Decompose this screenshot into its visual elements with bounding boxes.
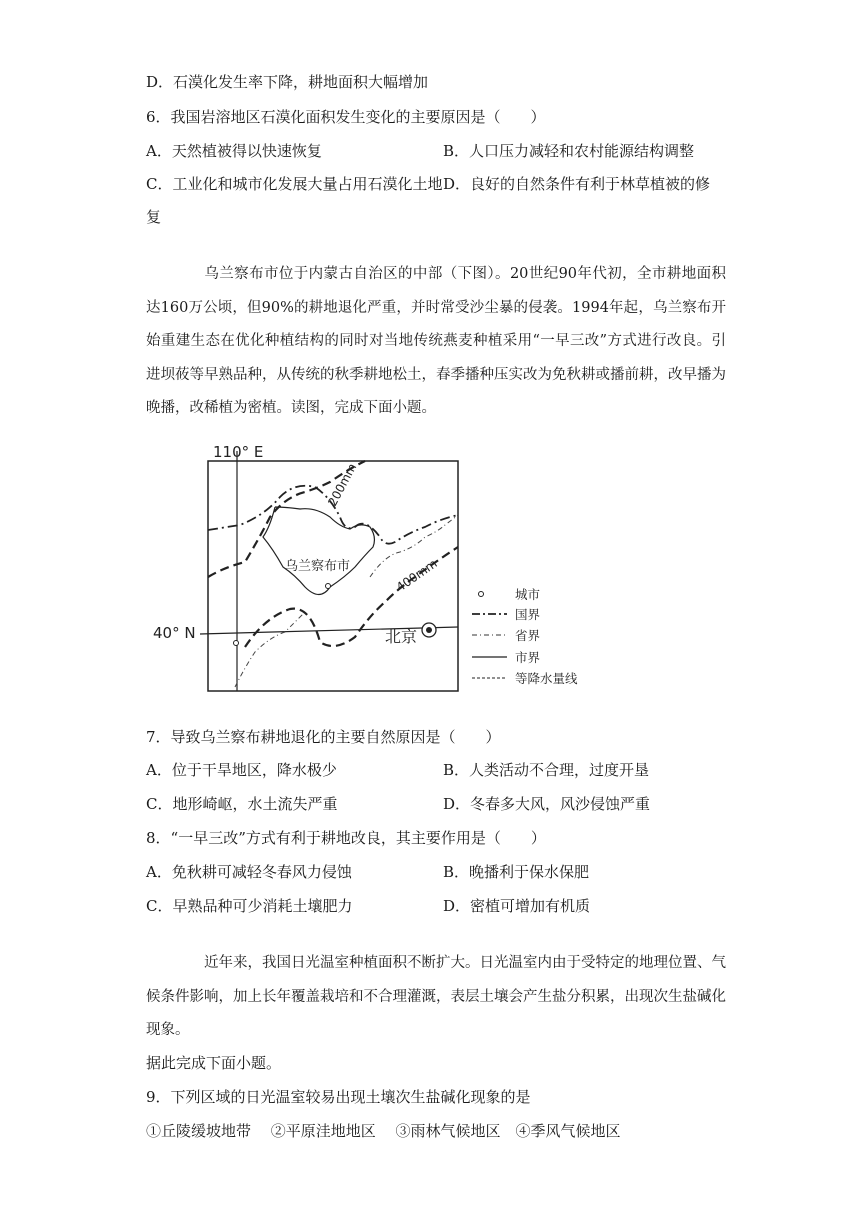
q7-option-b: B．人类活动不合理，过度开垦 [443, 761, 650, 779]
legend-city-symbol [479, 592, 484, 597]
wulanchabu-map [145, 437, 615, 695]
passage-greenhouse-tail: 据此完成下面小题。 [146, 1054, 282, 1072]
q8-option-a: A．免秋耕可减轻冬春风力侵蚀 [146, 863, 352, 881]
isohyet-200-label: 200mm [325, 460, 360, 509]
small-city-dot [234, 641, 239, 646]
q7-option-a: A．位于干旱地区，降水极少 [146, 761, 337, 779]
q9-choices: ①丘陵缓坡地带 ②平原洼地地区 ③雨林气候地区 ④季风气候地区 [146, 1122, 621, 1140]
q8-option-d: D．密植可增加有机质 [443, 897, 591, 915]
lat-label: 40° N [153, 624, 196, 642]
passage-greenhouse-text: 近年来，我国日光温室种植面积不断扩大。日光温室内由于受特定的地理位置、气候条件影响，加上长年覆盖栽培和不合理灌溉，表层土壤会产生盐分积累，出现次生盐碱化现象。 [146, 955, 726, 1038]
wulanchabu-city-dot [326, 584, 331, 589]
wulanchabu-label: 乌兰察布市 [285, 559, 351, 574]
legend-city: 城市 [515, 587, 541, 602]
q8-stem: 8．“一早三改”方式有利于耕地改良，其主要作用是（ ） [146, 829, 546, 847]
passage-wulanchabu-text: 乌兰察布市位于内蒙古自治区的中部（下图）。20世纪90年代初，全市耕地面积达160万公顷，但90%的耕地退化严重，并时常受沙尘暴的侵袭。1994年起，乌兰察布开始重建生态在优化种植结构的同时对当地传统燕麦种植采用“一早三改”方式进行改良。引进坝莜等早熟品种，从传统的秋季耕地松土，春季播种压实改为免秋耕或播前耕，改早播为晚播，改稀植为密植。读图，完成下面小题。 [146, 266, 726, 416]
parallel-40n [200, 627, 458, 634]
q7-option-d: D．冬春多大风，风沙侵蚀严重 [443, 795, 651, 813]
passage-greenhouse [146, 947, 726, 1048]
city-border [263, 507, 374, 595]
q6-option-d: D．良好的自然条件有利于林草植被的修 [443, 175, 711, 193]
q8-option-c: C．早熟品种可少消耗土壤肥力 [146, 897, 353, 915]
passage-wulanchabu [146, 258, 726, 426]
legend-provincial-border: 省界 [515, 628, 541, 643]
beijing-capital-inner [426, 627, 432, 633]
q7-option-c: C．地形崎岖，水土流失严重 [146, 795, 338, 813]
isohyet-400-label: 400mm [393, 556, 440, 595]
q6-stem: 6．我国岩溶地区石漠化面积发生变化的主要原因是（ ） [146, 108, 546, 126]
q6-option-a: A．天然植被得以快速恢复 [146, 142, 322, 160]
q5-option-d: D．石漠化发生率下降，耕地面积大幅增加 [146, 73, 429, 91]
q6-option-d-cont: 复 [146, 208, 162, 226]
q8-option-b: B．晚播利于保水保肥 [443, 863, 590, 881]
map-legend [472, 587, 578, 686]
legend-isohyet: 等降水量线 [515, 671, 578, 686]
beijing-label: 北京 [385, 627, 418, 646]
q9-stem: 9．下列区域的日光温室较易出现土壤次生盐碱化现象的是 [146, 1088, 531, 1106]
q6-option-b: B．人口压力减轻和农村能源结构调整 [443, 142, 695, 160]
lon-label: 110° E [213, 443, 264, 461]
legend-national-border: 国界 [515, 607, 541, 622]
q7-stem: 7．导致乌兰察布耕地退化的主要自然原因是（ ） [146, 728, 501, 746]
provincial-border-south [235, 612, 305, 687]
q6-option-c: C．工业化和城市化发展大量占用石漠化土地 [146, 175, 443, 193]
legend-city-border: 市界 [515, 650, 541, 665]
